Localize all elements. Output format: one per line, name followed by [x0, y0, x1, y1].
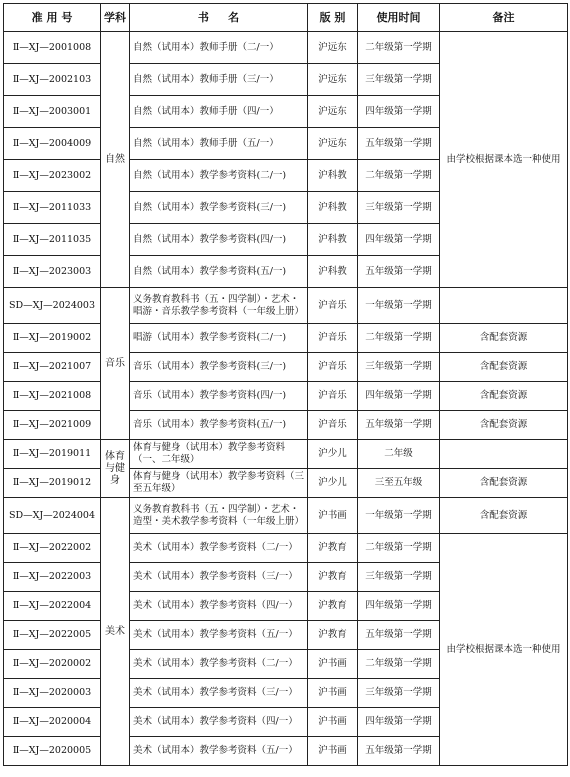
cell-code: Ⅱ—XJ—2021007	[4, 353, 101, 382]
cell-title: 美术（试用本）教学参考资料（二/一）	[130, 650, 308, 679]
cell-publisher: 沪音乐	[308, 382, 358, 411]
cell-note: 含配套资源	[440, 324, 568, 353]
cell-code: Ⅱ—XJ—2022004	[4, 592, 101, 621]
cell-title: 自然（试用本）教师手册（二/一）	[130, 32, 308, 64]
cell-time: 五年级第一学期	[358, 737, 440, 766]
header-time: 使用时间	[358, 4, 440, 32]
cell-title: 体育与健身（试用本）教学参考资料（一、二年级）	[130, 440, 308, 469]
cell-note: 由学校根据课本选一种使用	[440, 32, 568, 288]
cell-publisher: 沪少儿	[308, 440, 358, 469]
cell-title: 自然（试用本）教师手册（三/一）	[130, 64, 308, 96]
cell-time: 二年级第一学期	[358, 534, 440, 563]
cell-code: Ⅱ—XJ—2004009	[4, 128, 101, 160]
cell-publisher: 沪科教	[308, 160, 358, 192]
cell-publisher: 沪远东	[308, 128, 358, 160]
cell-title: 美术（试用本）教学参考资料（二/一）	[130, 534, 308, 563]
cell-code: Ⅱ—XJ—2022003	[4, 563, 101, 592]
header-title: 书 名	[130, 4, 308, 32]
cell-title: 自然（试用本）教学参考资料(二/一)	[130, 160, 308, 192]
cell-publisher: 沪音乐	[308, 353, 358, 382]
cell-publisher: 沪书画	[308, 679, 358, 708]
header-subject: 学科	[101, 4, 130, 32]
cell-time: 三年级第一学期	[358, 679, 440, 708]
cell-time: 一年级第一学期	[358, 288, 440, 324]
cell-note: 含配套资源	[440, 498, 568, 534]
cell-publisher: 沪教育	[308, 592, 358, 621]
cell-title: 自然（试用本）教学参考资料(五/一)	[130, 256, 308, 288]
cell-publisher: 沪教育	[308, 621, 358, 650]
cell-code: Ⅱ—XJ—2023002	[4, 160, 101, 192]
cell-code: Ⅱ—XJ—2019002	[4, 324, 101, 353]
cell-code: Ⅱ—XJ—2021008	[4, 382, 101, 411]
cell-time: 四年级第一学期	[358, 592, 440, 621]
table-row	[4, 353, 568, 382]
cell-title: 自然（试用本）教学参考资料(四/一)	[130, 224, 308, 256]
cell-time: 三年级第一学期	[358, 192, 440, 224]
cell-subject: 自然	[101, 32, 130, 288]
cell-title: 美术（试用本）教学参考资料（四/一）	[130, 708, 308, 737]
cell-time: 二年级	[358, 440, 440, 469]
table-row	[4, 382, 568, 411]
cell-time: 四年级第一学期	[358, 224, 440, 256]
cell-code: Ⅱ—XJ—2022005	[4, 621, 101, 650]
cell-time: 二年级第一学期	[358, 32, 440, 64]
cell-title: 美术（试用本）教学参考资料（五/一）	[130, 737, 308, 766]
table-row	[4, 534, 568, 563]
cell-time: 三年级第一学期	[358, 64, 440, 96]
cell-title: 自然（试用本）教师手册（四/一）	[130, 96, 308, 128]
cell-subject: 美术	[101, 498, 130, 766]
cell-code: Ⅱ—XJ—2001008	[4, 32, 101, 64]
cell-code: SD—XJ—2024003	[4, 288, 101, 324]
cell-code: Ⅱ—XJ—2020005	[4, 737, 101, 766]
cell-subject: 体育与健身	[101, 440, 130, 498]
cell-publisher: 沪书画	[308, 737, 358, 766]
cell-publisher: 沪音乐	[308, 288, 358, 324]
cell-title: 美术（试用本）教学参考资料（三/一）	[130, 563, 308, 592]
cell-title: 音乐（试用本）教学参考资料(三/一)	[130, 353, 308, 382]
cell-time: 五年级第一学期	[358, 256, 440, 288]
cell-title: 义务教育教科书（五・四学制）・艺术・唱游・音乐教学参考资料（一年级上册）	[130, 288, 308, 324]
table-row	[4, 440, 568, 469]
cell-title: 美术（试用本）教学参考资料（五/一）	[130, 621, 308, 650]
cell-publisher: 沪音乐	[308, 324, 358, 353]
cell-note: 含配套资源	[440, 382, 568, 411]
table-row	[4, 411, 568, 440]
table-row	[4, 324, 568, 353]
cell-code: Ⅱ—XJ—2003001	[4, 96, 101, 128]
cell-code: SD—XJ—2024004	[4, 498, 101, 534]
header-publisher: 版 别	[308, 4, 358, 32]
cell-note: 含配套资源	[440, 411, 568, 440]
cell-publisher: 沪教育	[308, 563, 358, 592]
cell-code: Ⅱ—XJ—2020002	[4, 650, 101, 679]
cell-code: Ⅱ—XJ—2020003	[4, 679, 101, 708]
cell-code: Ⅱ—XJ—2019012	[4, 469, 101, 498]
header-note: 备注	[440, 4, 568, 32]
cell-title: 音乐（试用本）教学参考资料(五/一)	[130, 411, 308, 440]
textbook-table	[3, 3, 568, 766]
cell-publisher: 沪远东	[308, 32, 358, 64]
table-row	[4, 288, 568, 324]
cell-publisher: 沪音乐	[308, 411, 358, 440]
cell-code: Ⅱ—XJ—2022002	[4, 534, 101, 563]
cell-title: 唱游（试用本）教学参考资料(二/一)	[130, 324, 308, 353]
cell-time: 三年级第一学期	[358, 353, 440, 382]
cell-title: 美术（试用本）教学参考资料（三/一）	[130, 679, 308, 708]
cell-publisher: 沪书画	[308, 650, 358, 679]
cell-time: 一年级第一学期	[358, 498, 440, 534]
cell-publisher: 沪科教	[308, 192, 358, 224]
header-row	[4, 4, 568, 32]
cell-publisher: 沪远东	[308, 96, 358, 128]
table-row	[4, 498, 568, 534]
cell-subject: 音乐	[101, 288, 130, 440]
cell-time: 四年级第一学期	[358, 96, 440, 128]
cell-title: 美术（试用本）教学参考资料（四/一）	[130, 592, 308, 621]
cell-code: Ⅱ—XJ—2023003	[4, 256, 101, 288]
cell-code: Ⅱ—XJ—2019011	[4, 440, 101, 469]
cell-code: Ⅱ—XJ—2002103	[4, 64, 101, 96]
cell-publisher: 沪教育	[308, 534, 358, 563]
cell-title: 体育与健身（试用本）教学参考资料（三至五年级）	[130, 469, 308, 498]
table-row	[4, 32, 568, 64]
cell-time: 五年级第一学期	[358, 411, 440, 440]
cell-note	[440, 440, 568, 469]
cell-note: 由学校根据课本选一种使用	[440, 534, 568, 766]
cell-publisher: 沪少儿	[308, 469, 358, 498]
cell-title: 义务教育教科书（五・四学制）・艺术・造型・美术教学参考资料（一年级上册）	[130, 498, 308, 534]
cell-title: 自然（试用本）教师手册（五/一）	[130, 128, 308, 160]
table-row	[4, 469, 568, 498]
cell-publisher: 沪书画	[308, 708, 358, 737]
cell-publisher: 沪科教	[308, 224, 358, 256]
cell-note: 含配套资源	[440, 353, 568, 382]
cell-time: 四年级第一学期	[358, 382, 440, 411]
cell-note	[440, 288, 568, 324]
cell-note: 含配套资源	[440, 469, 568, 498]
cell-time: 五年级第一学期	[358, 128, 440, 160]
cell-time: 三年级第一学期	[358, 563, 440, 592]
cell-time: 三至五年级	[358, 469, 440, 498]
cell-time: 五年级第一学期	[358, 621, 440, 650]
cell-code: Ⅱ—XJ—2021009	[4, 411, 101, 440]
cell-publisher: 沪远东	[308, 64, 358, 96]
cell-time: 二年级第一学期	[358, 324, 440, 353]
cell-publisher: 沪书画	[308, 498, 358, 534]
cell-time: 四年级第一学期	[358, 708, 440, 737]
cell-time: 二年级第一学期	[358, 650, 440, 679]
cell-title: 音乐（试用本）教学参考资料(四/一)	[130, 382, 308, 411]
cell-code: Ⅱ—XJ—2020004	[4, 708, 101, 737]
cell-time: 二年级第一学期	[358, 160, 440, 192]
cell-code: Ⅱ—XJ—2011033	[4, 192, 101, 224]
header-code: 准 用 号	[4, 4, 101, 32]
cell-code: Ⅱ—XJ—2011035	[4, 224, 101, 256]
cell-title: 自然（试用本）教学参考资料(三/一)	[130, 192, 308, 224]
cell-publisher: 沪科教	[308, 256, 358, 288]
